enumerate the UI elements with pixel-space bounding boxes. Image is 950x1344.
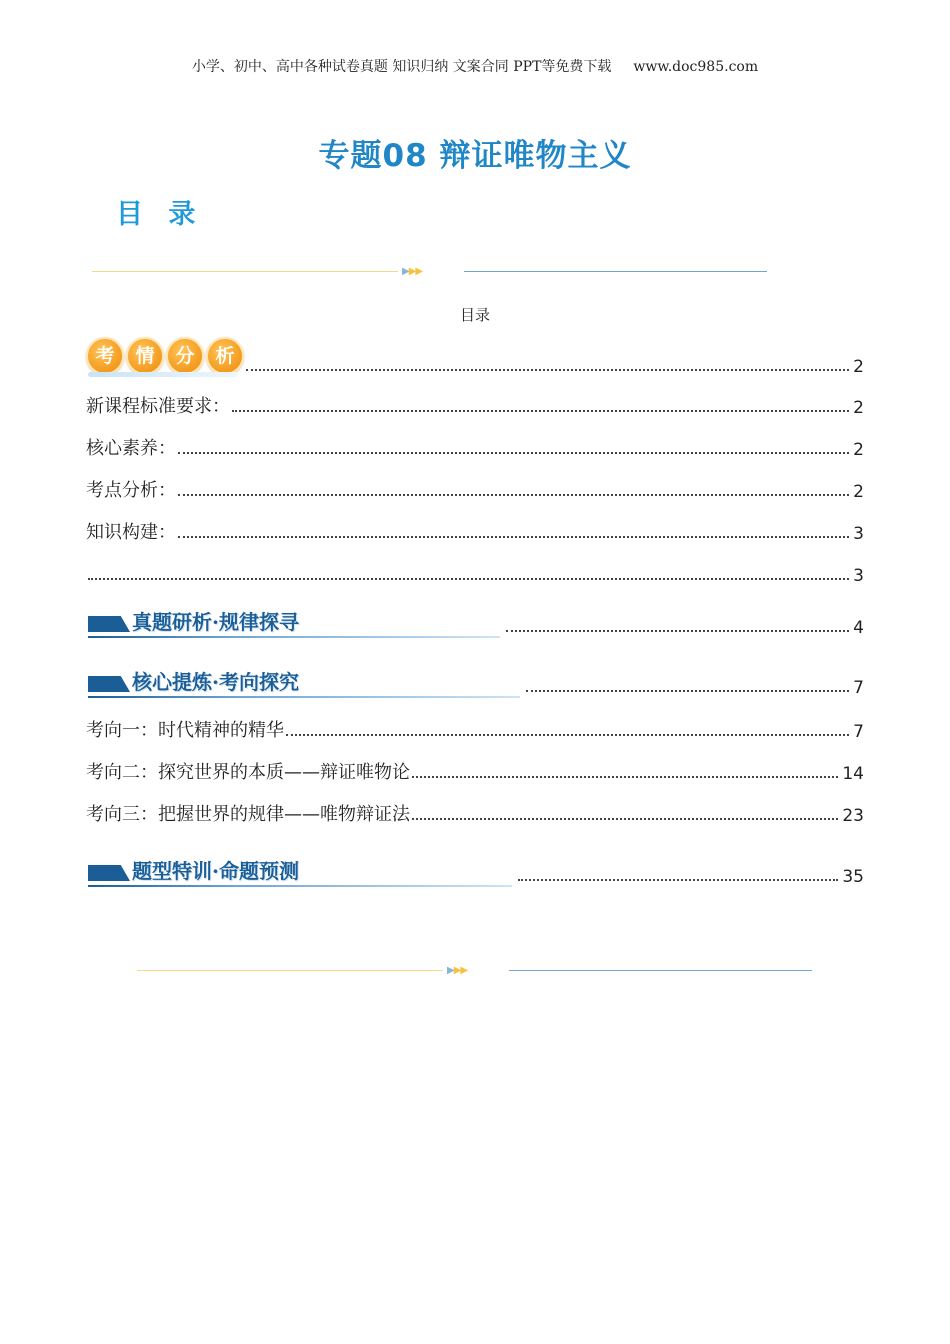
dot-leader bbox=[412, 775, 838, 778]
toc-entry-label: 考向三：把握世界的规律——唯物辩证法 bbox=[86, 804, 410, 825]
banner-flag-icon bbox=[88, 676, 130, 692]
page-header bbox=[0, 56, 950, 76]
dot-leader bbox=[178, 493, 849, 496]
toc-page-number: 35 bbox=[842, 867, 864, 887]
triangle-right-icon: ▶▶▶ bbox=[447, 965, 468, 976]
dot-leader bbox=[178, 451, 849, 454]
banner-underline bbox=[88, 696, 520, 698]
dot-leader bbox=[88, 577, 849, 580]
toc-entry-label: 考点分析： bbox=[86, 480, 176, 501]
divider-left-line bbox=[137, 970, 443, 971]
toc-entry[interactable] bbox=[86, 430, 864, 460]
dot-leader bbox=[506, 629, 849, 632]
section-banner bbox=[86, 608, 502, 638]
toc-page-number: 3 bbox=[853, 524, 864, 544]
toc-page-number: 7 bbox=[853, 678, 864, 698]
badge-char: 析 bbox=[206, 337, 244, 375]
toc-entry-label: 新课程标准要求： bbox=[86, 396, 230, 417]
header-text: 小学、初中、高中各种试卷真题 知识归纳 文案合同 PPT等免费下载 bbox=[191, 59, 612, 75]
dot-leader bbox=[232, 409, 849, 412]
dot-leader bbox=[518, 878, 838, 881]
toc-entry-label: 核心素养： bbox=[86, 438, 176, 459]
toc-entry-label: 考向一：时代精神的精华 bbox=[86, 720, 284, 741]
toc-entry[interactable] bbox=[86, 556, 864, 586]
toc-entry[interactable] bbox=[86, 347, 864, 377]
divider-bottom bbox=[137, 965, 812, 977]
badge-char: 分 bbox=[166, 337, 204, 375]
toc-entry[interactable] bbox=[86, 754, 864, 784]
analysis-badge bbox=[86, 337, 244, 375]
dot-leader bbox=[178, 535, 849, 538]
banner-label: 题型特训·命题预测 bbox=[132, 859, 299, 883]
toc-entry[interactable] bbox=[86, 514, 864, 544]
dot-leader bbox=[526, 689, 849, 692]
dot-leader bbox=[286, 733, 849, 736]
divider-right-line bbox=[464, 271, 767, 272]
toc-entry[interactable] bbox=[86, 857, 864, 887]
divider-right-line bbox=[509, 970, 812, 971]
toc-small-title: 目录 bbox=[459, 306, 490, 324]
toc-heading: 目 录 bbox=[116, 199, 204, 230]
toc-page-number: 2 bbox=[853, 357, 864, 377]
banner-label: 真题研析·规律探寻 bbox=[132, 610, 299, 634]
toc-page-number: 4 bbox=[853, 618, 864, 638]
banner-underline bbox=[88, 885, 512, 887]
banner-underline bbox=[88, 636, 500, 638]
badge-char: 考 bbox=[86, 337, 124, 375]
toc-entry-label: 知识构建： bbox=[86, 522, 176, 543]
section-banner bbox=[86, 668, 522, 698]
toc-page-number: 23 bbox=[842, 806, 864, 826]
banner-flag-icon bbox=[88, 865, 130, 881]
toc-entry-label: 考向二：探究世界的本质——辩证唯物论 bbox=[86, 762, 410, 783]
header-site-link[interactable]: www.doc985.com bbox=[633, 59, 759, 75]
dot-leader bbox=[246, 368, 849, 371]
divider-top bbox=[92, 266, 767, 278]
toc-entry[interactable] bbox=[86, 712, 864, 742]
toc-entry[interactable] bbox=[86, 796, 864, 826]
divider-left-line bbox=[92, 271, 398, 272]
banner-label: 核心提炼·考向探究 bbox=[132, 670, 299, 694]
document-title: 专题08 辩证唯物主义 bbox=[318, 138, 632, 174]
banner-flag-icon bbox=[88, 616, 130, 632]
toc-page-number: 2 bbox=[853, 482, 864, 502]
toc-entry[interactable] bbox=[86, 668, 864, 698]
toc-entry[interactable] bbox=[86, 388, 864, 418]
toc-page-number: 3 bbox=[853, 566, 864, 586]
toc-page-number: 2 bbox=[853, 398, 864, 418]
badge-char: 情 bbox=[126, 337, 164, 375]
toc-entry[interactable] bbox=[86, 472, 864, 502]
toc-page-number: 7 bbox=[853, 722, 864, 742]
toc-page-number: 2 bbox=[853, 440, 864, 460]
toc-entry[interactable] bbox=[86, 608, 864, 638]
triangle-right-icon: ▶▶▶ bbox=[402, 266, 423, 277]
badge-underline bbox=[88, 372, 238, 377]
section-banner bbox=[86, 857, 514, 887]
dot-leader bbox=[412, 817, 838, 820]
toc-page-number: 14 bbox=[842, 764, 864, 784]
